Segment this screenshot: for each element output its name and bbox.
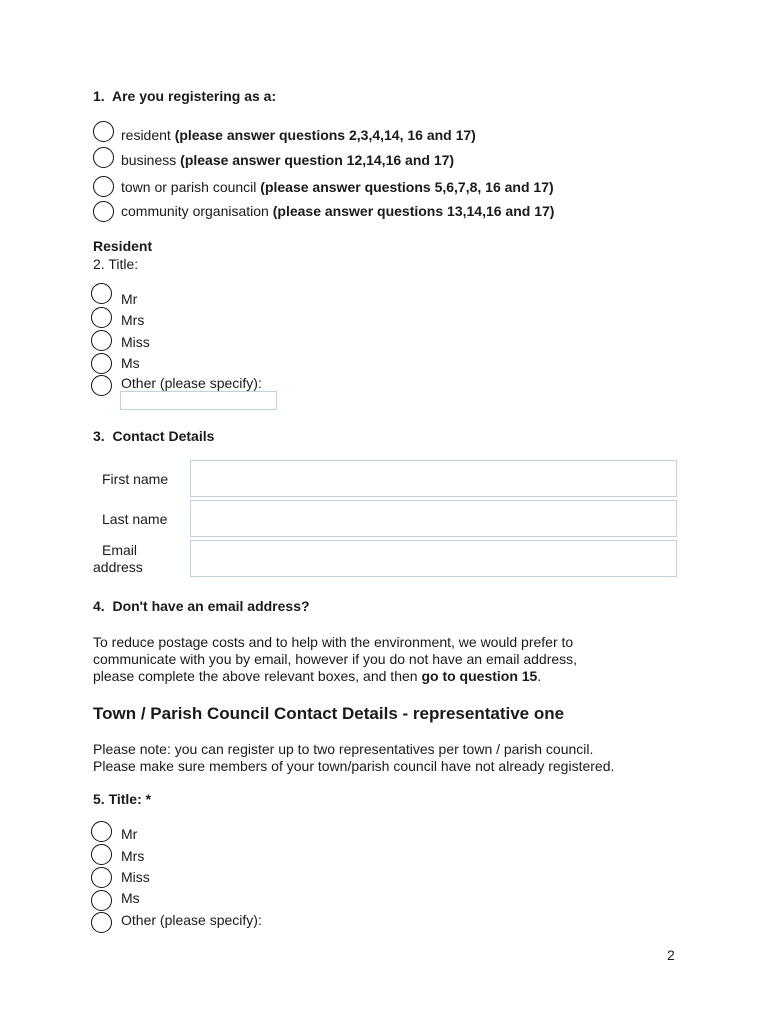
title-option-ms: Ms [121, 355, 140, 371]
option-community-organisation [121, 203, 554, 219]
q3-title: Contact Details [112, 428, 215, 444]
radio-q5-other[interactable] [91, 912, 112, 933]
email-label-line1: Email [102, 542, 138, 558]
q5-option-miss: Miss [121, 869, 150, 885]
email-input[interactable] [190, 540, 677, 577]
option-label: community organisation [121, 203, 269, 219]
radio-title-miss[interactable] [91, 330, 112, 351]
q4-number: 4. [93, 598, 105, 614]
option-label: resident [121, 127, 171, 143]
title-other-input[interactable] [120, 391, 277, 410]
last-name-input[interactable] [190, 500, 677, 537]
radio-q5-mr[interactable] [91, 821, 112, 842]
title-option-other: Other (please specify): [121, 375, 262, 391]
page-number: 2 [667, 947, 675, 963]
radio-title-mr[interactable] [91, 283, 112, 304]
q1-heading [93, 88, 276, 104]
q4-paragraph [93, 634, 577, 685]
radio-q5-ms[interactable] [91, 890, 112, 911]
q4-line3-text: please complete the above relevant boxes, and then [93, 668, 422, 684]
radio-title-mrs[interactable] [91, 307, 112, 328]
first-name-label: First name [102, 471, 169, 487]
q5-title: 5. Title: * [93, 791, 152, 807]
last-name-label: Last name [102, 511, 168, 527]
q1-title: Are you registering as a: [111, 88, 277, 104]
radio-community-organisation[interactable] [93, 201, 114, 222]
council-note-line2: Please make sure members of your town/parish council have not already registered. [93, 758, 615, 774]
council-note [93, 741, 614, 775]
radio-q5-mrs[interactable] [91, 844, 112, 865]
q4-line3 [93, 668, 577, 685]
q4-line2: communicate with you by email, however if you do not have an email address, [93, 651, 578, 667]
radio-title-other[interactable] [91, 375, 112, 396]
q1-number: 1. [93, 88, 105, 104]
q4-heading [93, 598, 310, 614]
title-option-mrs: Mrs [121, 312, 145, 328]
q5-option-mrs: Mrs [121, 848, 145, 864]
q5-option-ms: Ms [121, 890, 140, 906]
q3-number: 3. [93, 428, 105, 444]
option-note: (please answer question 12,14,16 and 17) [180, 152, 455, 168]
option-resident [121, 127, 476, 143]
q4-title: Don't have an email address? [112, 598, 310, 614]
q4-line1: To reduce postage costs and to help with the environment, we would prefer to [93, 634, 574, 650]
option-label: town or parish council [121, 179, 257, 195]
q4-line3-end: . [537, 668, 542, 684]
option-note: (please answer questions 2,3,4,14, 16 and 17) [174, 127, 476, 143]
council-section-heading: Town / Parish Council Contact Details - representative one [93, 704, 565, 723]
q2-title: 2. Title: [93, 256, 139, 272]
radio-q5-miss[interactable] [91, 867, 112, 888]
q5-option-mr: Mr [121, 826, 138, 842]
q5-option-other: Other (please specify): [121, 912, 262, 928]
title-option-mr: Mr [121, 291, 138, 307]
q3-heading [93, 428, 214, 444]
option-town-parish-council [121, 179, 554, 195]
email-label-line2: address [93, 559, 143, 575]
first-name-input[interactable] [190, 460, 677, 497]
council-note-line1: Please note: you can register up to two representatives per town / parish council. [93, 741, 594, 757]
resident-heading: Resident [93, 238, 153, 254]
radio-business[interactable] [93, 147, 114, 168]
radio-town-parish-council[interactable] [93, 176, 114, 197]
title-option-miss: Miss [121, 334, 150, 350]
option-business [121, 152, 454, 168]
radio-resident[interactable] [93, 121, 114, 142]
option-note: (please answer questions 13,14,16 and 17) [272, 203, 555, 219]
q4-goto-question: go to question 15 [421, 668, 538, 684]
radio-title-ms[interactable] [91, 353, 112, 374]
option-label: business [121, 152, 177, 168]
option-note: (please answer questions 5,6,7,8, 16 and 17) [260, 179, 554, 195]
